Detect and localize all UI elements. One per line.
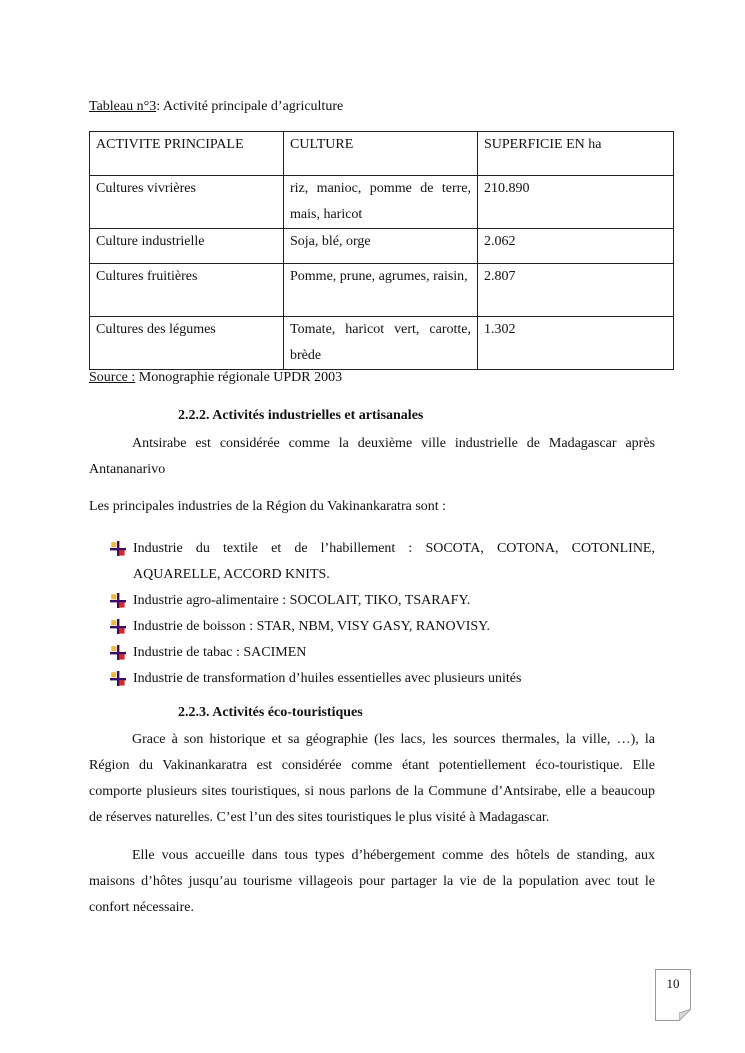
table-header-row — [90, 132, 674, 176]
pushpin-bullet-icon — [110, 645, 126, 661]
cell-culture: Pomme, prune, agrumes, raisin, — [284, 264, 478, 317]
list-item-text: Industrie du textile et de l’habillement : SOCOTA, COTONA, COTONLINE, AQUARELLE, ACCORD KNITS. — [133, 541, 655, 582]
table-source — [89, 370, 342, 386]
cell-superficie: 2.062 — [478, 229, 674, 264]
table-row — [90, 264, 674, 317]
list-item-text: Industrie de transformation d’huiles essentielles avec plusieurs unités — [133, 671, 522, 686]
page-number-box — [655, 969, 691, 1021]
table-row — [90, 317, 674, 370]
table-row — [90, 176, 674, 229]
cell-superficie: 2.807 — [478, 264, 674, 317]
list-item — [110, 640, 655, 666]
header-superficie: SUPERFICIE EN ha — [478, 132, 674, 176]
list-item-text: Industrie agro-alimentaire : SOCOLAIT, TIKO, TSARAFY. — [133, 593, 471, 608]
source-text: Monographie régionale UPDR 2003 — [135, 370, 343, 385]
list-item — [110, 536, 655, 588]
pushpin-bullet-icon — [110, 541, 126, 557]
cell-superficie: 1.302 — [478, 317, 674, 370]
source-label: Source : — [89, 370, 136, 385]
cell-activite: Cultures fruitières — [90, 264, 284, 317]
paragraph-accommodation: Elle vous accueille dans tous types d’hébergement comme des hôtels de standing, aux maisons d’hôtes jusqu’au tourisme villageois pour partager la vie de la population avec tout le confort nécessaire. — [89, 848, 655, 915]
paragraph-industrial-city: Antsirabe est considérée comme la deuxième ville industrielle de Madagascar après Antananarivo — [89, 436, 655, 477]
table-caption — [89, 99, 343, 115]
list-item — [110, 588, 655, 614]
cell-culture: Soja, blé, orge — [284, 229, 478, 264]
list-item-text: Industrie de boisson : STAR, NBM, VISY GASY, RANOVISY. — [133, 619, 490, 634]
pushpin-bullet-icon — [110, 619, 126, 635]
header-culture: CULTURE — [284, 132, 478, 176]
heading-2-2-3: 2.2.3. Activités éco-touristiques — [178, 705, 363, 720]
page-curl-icon — [679, 1009, 691, 1021]
list-item-text: Industrie de tabac : SACIMEN — [133, 645, 307, 660]
cell-superficie: 210.890 — [478, 176, 674, 229]
table-row — [90, 229, 674, 264]
page-number: 10 — [666, 976, 680, 991]
table-caption-text: : Activité principale d’agriculture — [156, 99, 344, 114]
header-activite: ACTIVITE PRINCIPALE — [90, 132, 284, 176]
table-caption-label: Tableau n°3 — [89, 99, 157, 114]
cell-culture: riz, manioc, pomme de terre, mais, haricot — [284, 176, 478, 229]
paragraph-industries-intro: Les principales industries de la Région du Vakinankaratra sont : — [89, 499, 447, 514]
cell-culture: Tomate, haricot vert, carotte, brède — [284, 317, 478, 370]
list-item — [110, 666, 655, 692]
cell-activite: Cultures des légumes — [90, 317, 284, 370]
list-item — [110, 614, 655, 640]
industries-list — [110, 536, 655, 692]
heading-2-2-2: 2.2.2. Activités industrielles et artisanales — [178, 408, 424, 423]
pushpin-bullet-icon — [110, 671, 126, 687]
cell-activite: Culture industrielle — [90, 229, 284, 264]
cell-activite: Cultures vivrières — [90, 176, 284, 229]
paragraph-ecotourism: Grace à son historique et sa géographie (les lacs, les sources thermales, la ville, …), la Région du Vakinankaratra est considérée comme étant potentiellement éco-touristique. Elle comporte plusieurs sites touristiques, si nous parlons de la Commune d’Antsirabe, elle a beaucoup de réserves naturelles. C’est l’un des sites touristiques le plus visité à Madagascar. — [89, 732, 655, 825]
pushpin-bullet-icon — [110, 593, 126, 609]
agriculture-table — [89, 131, 674, 370]
